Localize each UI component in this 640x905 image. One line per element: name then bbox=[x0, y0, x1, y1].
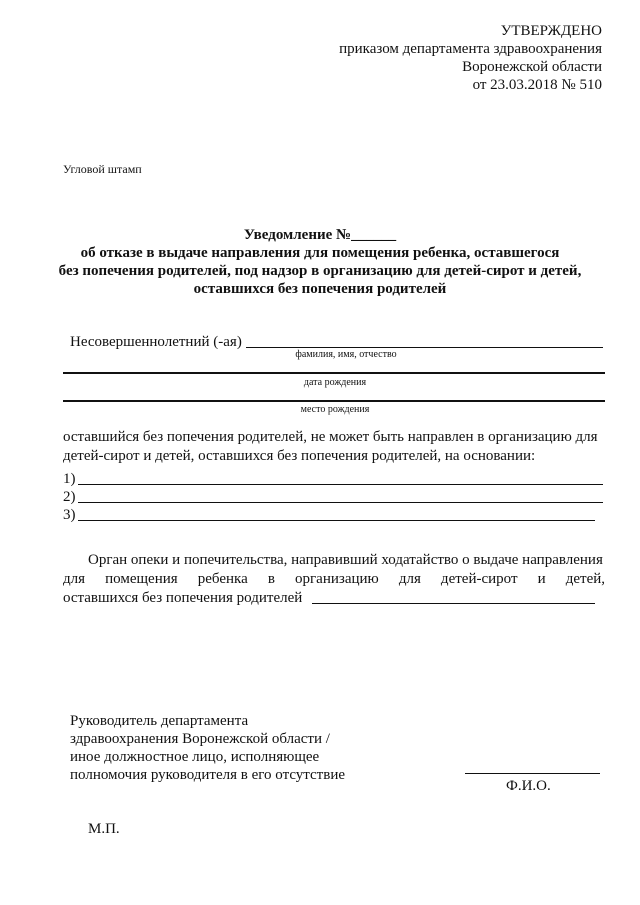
birthdate-field[interactable] bbox=[63, 372, 605, 374]
approval-order: приказом департамента здравоохранения bbox=[339, 41, 602, 57]
authority-line3: оставшихся без попечения родителей bbox=[63, 590, 303, 606]
document-title: Уведомление №______ bbox=[243, 227, 397, 243]
caption-birthdate: дата рождения bbox=[303, 377, 367, 388]
approval-region: Воронежской области bbox=[462, 59, 602, 75]
document-subtitle-line3: оставшихся без попечения родителей bbox=[193, 281, 447, 297]
reason-field-1[interactable] bbox=[78, 484, 603, 485]
signature-field[interactable] bbox=[465, 773, 600, 774]
authority-line1: Орган опеки и попечительства, направивший ходатайство о выдаче направления bbox=[88, 552, 603, 568]
body-text-line1: оставшийся без попечения родителей, не может быть направлен в организацию для bbox=[63, 429, 598, 445]
minor-name-field[interactable] bbox=[246, 347, 603, 348]
signatory-line4: полномочия руководителя в его отсутствие bbox=[70, 767, 346, 783]
approval-stamp: УТВЕРЖДЕНО bbox=[500, 23, 602, 39]
authority-line2: для помещения ребенка в организацию для детей-сирот и детей, bbox=[63, 571, 605, 587]
birthplace-field[interactable] bbox=[63, 400, 605, 402]
authority-name-field[interactable] bbox=[312, 603, 595, 604]
reason-field-2[interactable] bbox=[78, 502, 603, 503]
reason-number-2: 2) bbox=[63, 489, 76, 505]
caption-birthplace: место рождения bbox=[300, 404, 370, 415]
minor-label: Несовершеннолетний (-ая) bbox=[70, 334, 242, 350]
reason-number-3: 3) bbox=[63, 507, 76, 523]
approval-date: от 23.03.2018 № 510 bbox=[472, 77, 602, 93]
fio-caption: Ф.И.О. bbox=[506, 778, 551, 794]
seal-place-label: М.П. bbox=[88, 821, 120, 837]
reason-field-3[interactable] bbox=[78, 520, 595, 521]
reason-number-1: 1) bbox=[63, 471, 76, 487]
signatory-line3: иное должностное лицо, исполняющее bbox=[70, 749, 320, 765]
signatory-line1: Руководитель департамента bbox=[70, 713, 249, 729]
document-subtitle-line2: без попечения родителей, под надзор в организацию для детей-сирот и детей, bbox=[58, 263, 582, 279]
body-text-line2: детей-сирот и детей, оставшихся без попечения родителей, на основании: bbox=[63, 448, 536, 464]
document-subtitle-line1: об отказе в выдаче направления для помещения ребенка, оставшегося bbox=[80, 245, 560, 261]
signatory-line2: здравоохранения Воронежской области / bbox=[70, 731, 330, 747]
corner-stamp-label: Угловой штамп bbox=[63, 162, 142, 176]
caption-full-name: фамилия, имя, отчество bbox=[295, 349, 397, 360]
